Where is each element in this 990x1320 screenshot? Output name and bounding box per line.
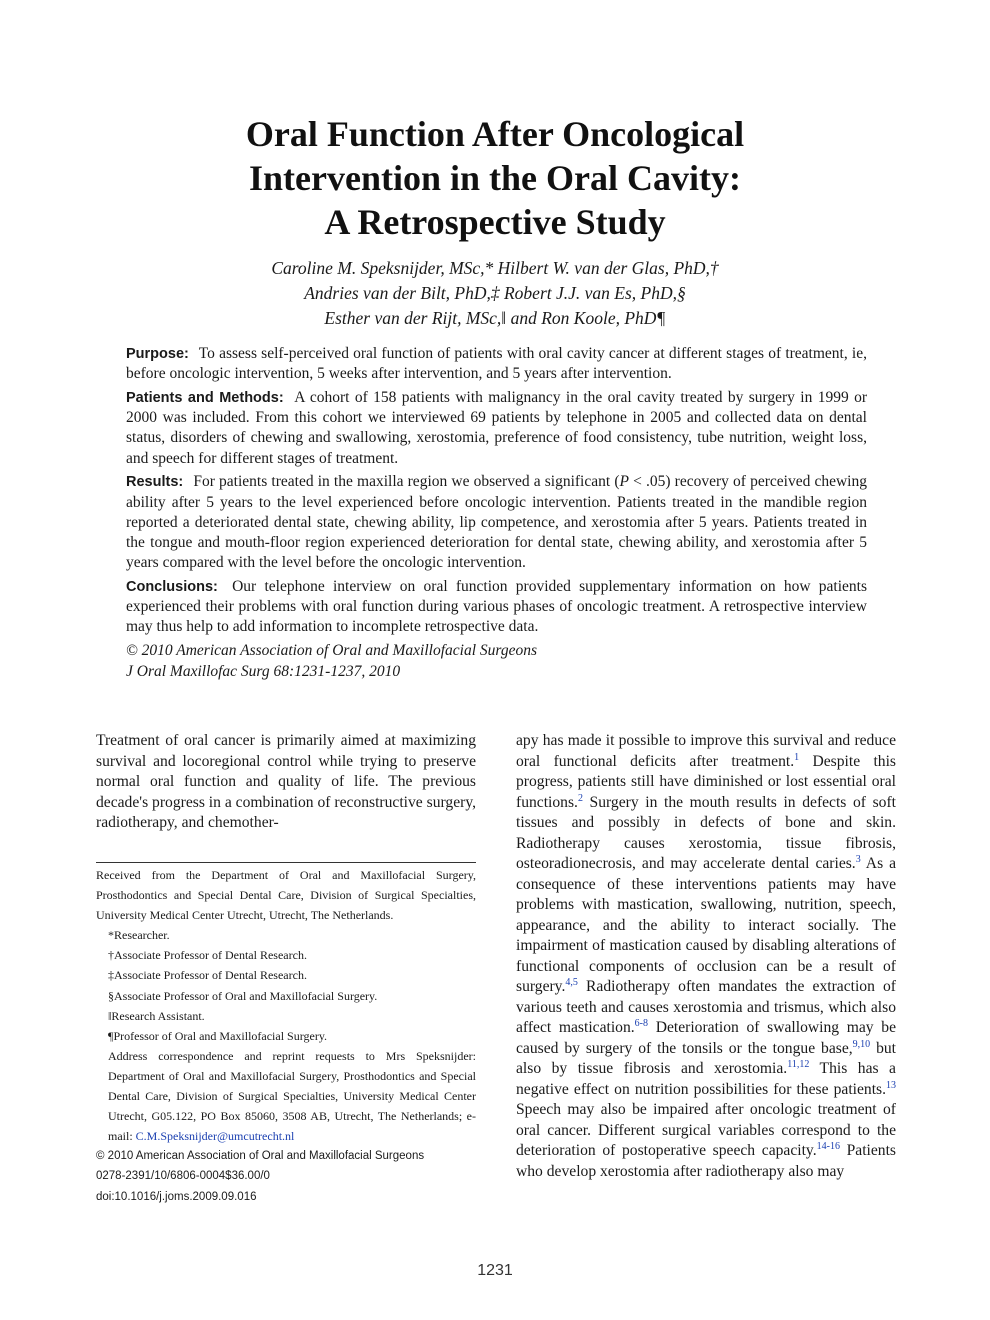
author-line-1: Caroline M. Speksnijder, MSc,* Hilbert W. van der Glas, PhD,† xyxy=(271,258,719,278)
intro-paragraph-right xyxy=(516,731,896,1182)
abstract-conclusions xyxy=(126,577,867,638)
abstract xyxy=(126,344,867,682)
body-column-right xyxy=(516,731,896,1182)
author-line-2: Andries van der Bilt, PhD,‡ Robert J.J. van Es, PhD,§ xyxy=(304,283,686,303)
footnote-assoc-3: §Associate Professor of Oral and Maxillofacial Surgery. xyxy=(108,988,378,1003)
body-text: Despite this progress, patients still have diminished or lost essential oral functions. xyxy=(516,752,896,811)
footnote-issn: 0278-2391/10/6806-0004$36.00/0 xyxy=(96,1170,270,1183)
results-text-b: < .05) recovery of perceived chewing ability after 5 years to the level experienced before oncologic intervention. Patients treated in the mandible region reported a deteriorated dental state, chewing ability, lip competence, and xerostomia after 5 years. Patients treated in the tongue and mouth-floor region experienced deterioration for dental state, chewing ability, and xerostomia after 5 years compared with the level before the oncologic intervention. xyxy=(126,473,867,572)
footnote-doi[interactable]: doi:10.1016/j.joms.2009.09.016 xyxy=(96,1190,257,1203)
author-list xyxy=(80,256,910,331)
address-text: Address correspondence and reprint requests to Mrs Speksnijder: Department of Oral and Maxillofacial Surgery, Prosthodontics and Special Dental Care, Division of Surgical Specialties, University Medical Center Utrecht, G05.122, PO Box 85060, 3508 AB, Utrecht, The Netherlands; e-mail: xyxy=(108,1048,476,1144)
methods-label: Patients and Methods: xyxy=(126,390,284,406)
title-line-1: Oral Function After Oncological xyxy=(245,114,745,154)
body-text: Deterioration of swallowing may be caused by surgery of the tonsils or the tongue base, xyxy=(516,1019,896,1057)
results-label: Results: xyxy=(126,474,184,491)
footnote-professor: ¶Professor of Oral and Maxillofacial Surgery. xyxy=(108,1028,328,1043)
body-text: Surgery in the mouth results in defects of soft tissues and possibly in defects of bone and skin. Radiotherapy causes xerostomia, tissue fibrosis, osteoradionecrosis, and may accelerate dental caries. xyxy=(516,793,896,872)
article-title xyxy=(80,112,910,244)
results-p-symbol: P xyxy=(619,473,629,491)
purpose-label: Purpose: xyxy=(126,346,189,362)
body-text: As a consequence of these interventions patients may have problems with mastication, swallowing, nutrition, speech, appearance, and the ability to interact socially. The impairment of mastication caused by disabling alterations of functional components of occlusion can be a result of surgery. xyxy=(516,855,896,995)
citation-ref[interactable]: 14-16 xyxy=(816,1140,840,1152)
body-text: but also by tissue fibrosis and xerostomia. xyxy=(516,1039,897,1077)
journal-citation: J Oral Maxillofac Surg 68:1231-1237, 2010 xyxy=(126,662,401,680)
citation-ref[interactable]: 4,5 xyxy=(565,976,578,988)
methods-text: A cohort of 158 patients with malignancy in the oral cavity treated by surgery in 1999 or 2000 was included. From this cohort we interviewed 69 patients by telephone in 2005 and collected data on dental status, disorders of chewing and swallowing, xerostomia, preference of food consistency, tube nutrition, weight loss, and speech for different stages of treatment. xyxy=(126,389,867,467)
purpose-text: To assess self-perceived oral function of patients with oral cavity cancer at different stages of treatment, ie, before oncologic intervention, 5 weeks after intervention, and 5 years after intervention. xyxy=(126,345,867,383)
footnote-divider xyxy=(96,862,476,863)
footnote-copyright: © 2010 American Association of Oral and Maxillofacial Surgeons xyxy=(96,1150,425,1163)
body-text: apy has made it possible to improve this survival and reduce oral functional deficits after treatment. xyxy=(516,732,896,770)
body-text: Patients who develop xerostomia after radiotherapy also may xyxy=(516,1142,897,1180)
citation-ref[interactable]: 1 xyxy=(794,751,800,763)
citation-ref[interactable]: 11,12 xyxy=(787,1058,810,1070)
citation-ref[interactable]: 2 xyxy=(577,792,583,804)
conclusions-label: Conclusions: xyxy=(126,579,218,596)
footnote-assoc-1: †Associate Professor of Dental Research. xyxy=(108,948,307,963)
abstract-copyright: © 2010 American Association of Oral and Maxillofacial Surgeons xyxy=(126,642,538,660)
results-text-a: For patients treated in the maxilla region we observed a significant ( xyxy=(193,473,620,491)
footnote-assoc-2: ‡Associate Professor of Dental Research. xyxy=(108,968,307,983)
title-line-3: A Retrospective Study xyxy=(324,202,666,242)
abstract-purpose xyxy=(126,344,867,384)
footnote-assistant: ‖Research Assistant. xyxy=(108,1008,205,1023)
footnote-received: Received from the Department of Oral and Maxillofacial Surgery, Prosthodontics and Special Dental Care, Division of Surgical Specialties, University Medical Center Utrecht, Utrecht, The Netherlands. xyxy=(96,868,476,923)
abstract-results xyxy=(126,472,867,573)
footnotes xyxy=(96,865,476,1207)
page-number: 1231 xyxy=(477,1262,513,1279)
body-column-left xyxy=(96,731,476,834)
footnote-researcher: *Researcher. xyxy=(108,928,170,943)
citation-ref[interactable]: 3 xyxy=(855,853,861,865)
title-line-2: Intervention in the Oral Cavity: xyxy=(249,158,741,198)
body-text: Radiotherapy often mandates the extraction of various teeth and causes xerostomia and trismus, which also affect mastication. xyxy=(516,978,896,1036)
citation-ref[interactable]: 6-8 xyxy=(634,1017,649,1029)
footnote-address xyxy=(96,1046,476,1146)
conclusions-text: Our telephone interview on oral function provided supplementary information on how patients experienced their problems with oral function during various phases of oncologic treatment. A retrospective interview may thus help to add information to incomplete retrospective data. xyxy=(126,578,868,636)
body-text: This has a negative effect on nutrition possibilities for these patients. xyxy=(516,1060,896,1098)
citation-ref[interactable]: 9,10 xyxy=(852,1038,871,1050)
citation-ref[interactable]: 13 xyxy=(886,1079,896,1091)
intro-paragraph-left: Treatment of oral cancer is primarily aimed at maximizing survival and locoregional control while trying to preserve normal oral function and quality of life. The previous decade's progress in a combination of reconstructive surgery, radiotherapy, and chemother- xyxy=(96,732,476,831)
body-text: Speech may also be impaired after oncologic treatment of oral cancer. Different surgical variables correspond to the deterioration of postoperative speech capacity. xyxy=(516,1101,896,1159)
abstract-methods xyxy=(126,388,867,469)
author-line-3: Esther van der Rijt, MSc,‖ and Ron Koole, PhD¶ xyxy=(324,308,666,328)
email-link[interactable]: C.M.Speksnijder@umcutrecht.nl xyxy=(135,1129,295,1144)
